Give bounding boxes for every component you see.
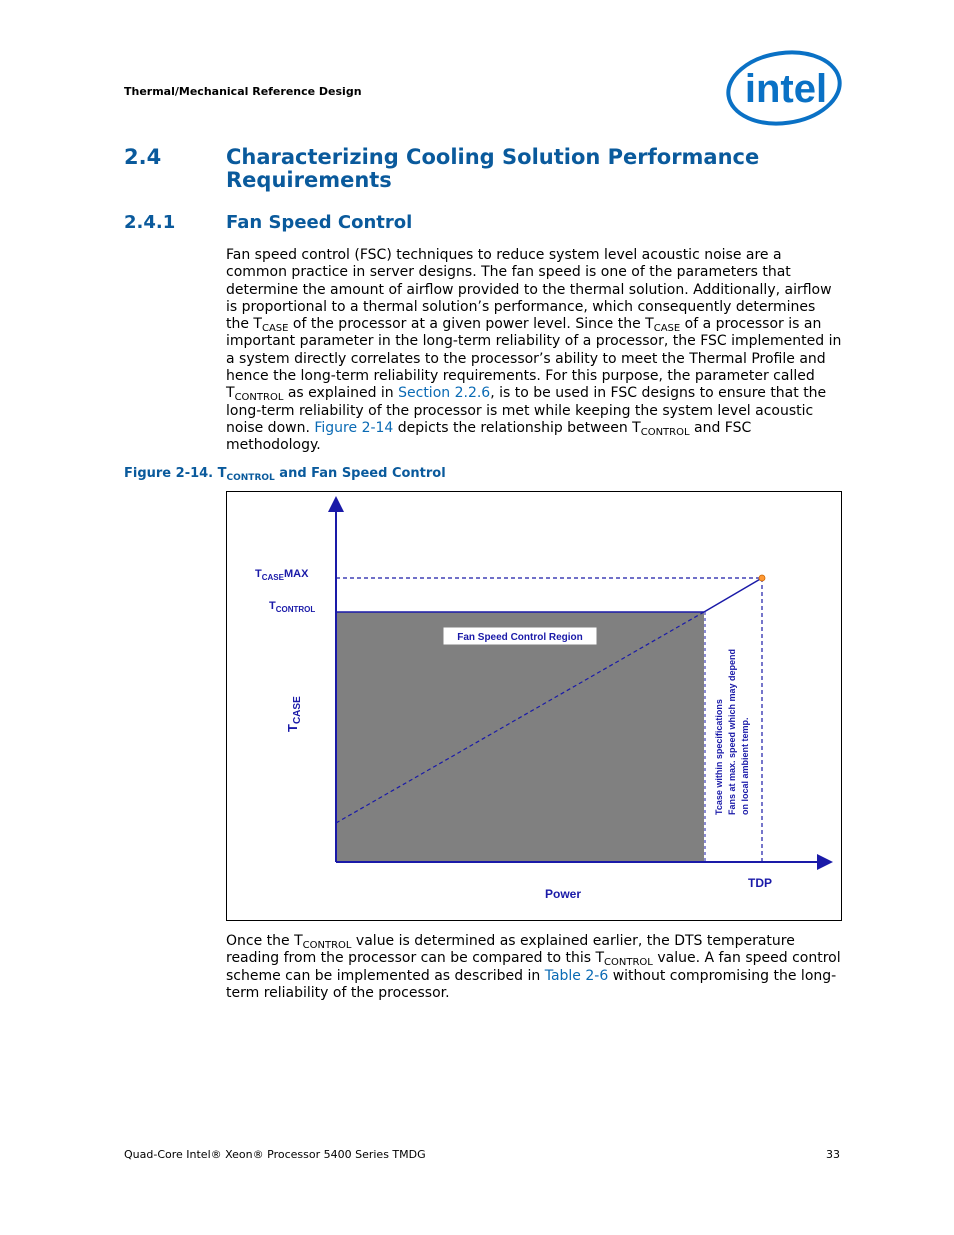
subsection-number: 2.4.1 xyxy=(124,212,176,233)
section-2-2-6-link[interactable]: Section 2.2.6 xyxy=(398,385,491,402)
body-paragraph-2: Once the $T_{CONTROL}$ value is determined as explained earlier, the DTS temperature reading from the processor can be compared to this $T_{CONTROL}$ value. A fan speed control scheme can be implemented as described in Table 2-6 without compromising the long-term reliability of the processor. xyxy=(226,933,841,1001)
footer-doc-title: Quad-Core Intel® Xeon® Processor 5400 Series TMDG xyxy=(124,1148,426,1161)
annotation-line-3: on local ambient temp. xyxy=(740,717,750,815)
tdp-max-point xyxy=(759,575,765,581)
max-speed-annotation xyxy=(714,649,750,815)
tcasemax-tick-label: $T_{CASE}MAX$ xyxy=(255,568,309,582)
figure-box xyxy=(226,491,842,921)
footer-page-number: 33 xyxy=(826,1148,840,1161)
annotation-line-2: Fans at max. speed which may depend xyxy=(727,648,737,815)
table-2-6-link[interactable]: Table 2-6 xyxy=(544,967,609,984)
section-title: Characterizing Cooling Solution Performance Requirements xyxy=(226,145,760,192)
section-number: 2.4 xyxy=(124,145,162,169)
body-paragraph-1: Fan speed control (FSC) techniques to reduce system level acoustic noise are a common practice in server designs. The fan speed is one of the parameters that determine the amount of airflow provided to the thermal solution. Additionally, airflow is proportional to a thermal solution’s performance, which consequently determines the $T_{CASE}$ of the processor at a given power level. Since the $T_{CASE}$ of a processor is an important parameter in the long-term reliability of a processor, the FSC implemented in a system directly correlates to the processor’s ability to meet the Thermal Profile and hence the long-term reliability requirements. For this purpose, the parameter called $T_{CONTROL}$ as explained in Section 2.2.6, is to be used in FSC designs to ensure that the long-term reliability of the processor is met while keeping the system level acoustic noise down. Figure 2-14 depicts the relationship between $T_{CONTROL}$ and FSC methodology. xyxy=(226,247,842,454)
y-axis-label: $T_{CASE}$ xyxy=(285,696,303,732)
tdp-tick-label: TDP xyxy=(748,876,772,890)
running-header: Thermal/Mechanical Reference Design xyxy=(124,85,362,98)
x-axis-label: Power xyxy=(544,887,582,901)
tcontrol-tick-label: $T_{CONTROL}$ xyxy=(269,600,316,614)
figure-2-14-link[interactable]: Figure 2-14 xyxy=(314,419,394,436)
figure-caption: Figure 2-14. $T_{CONTROL}$ and Fan Speed Control xyxy=(124,466,446,483)
fan-speed-control-region-label: Fan Speed Control Region xyxy=(457,632,583,643)
thermal-profile-solid-line xyxy=(704,578,762,612)
intel-logo xyxy=(724,50,844,130)
fan-speed-control-region xyxy=(336,612,704,862)
tcontrol-chart xyxy=(227,492,841,920)
subsection-title: Fan Speed Control xyxy=(226,212,413,233)
annotation-line-1: Tcase within specifications xyxy=(714,699,724,815)
intel-logo-text: intel xyxy=(744,67,828,111)
